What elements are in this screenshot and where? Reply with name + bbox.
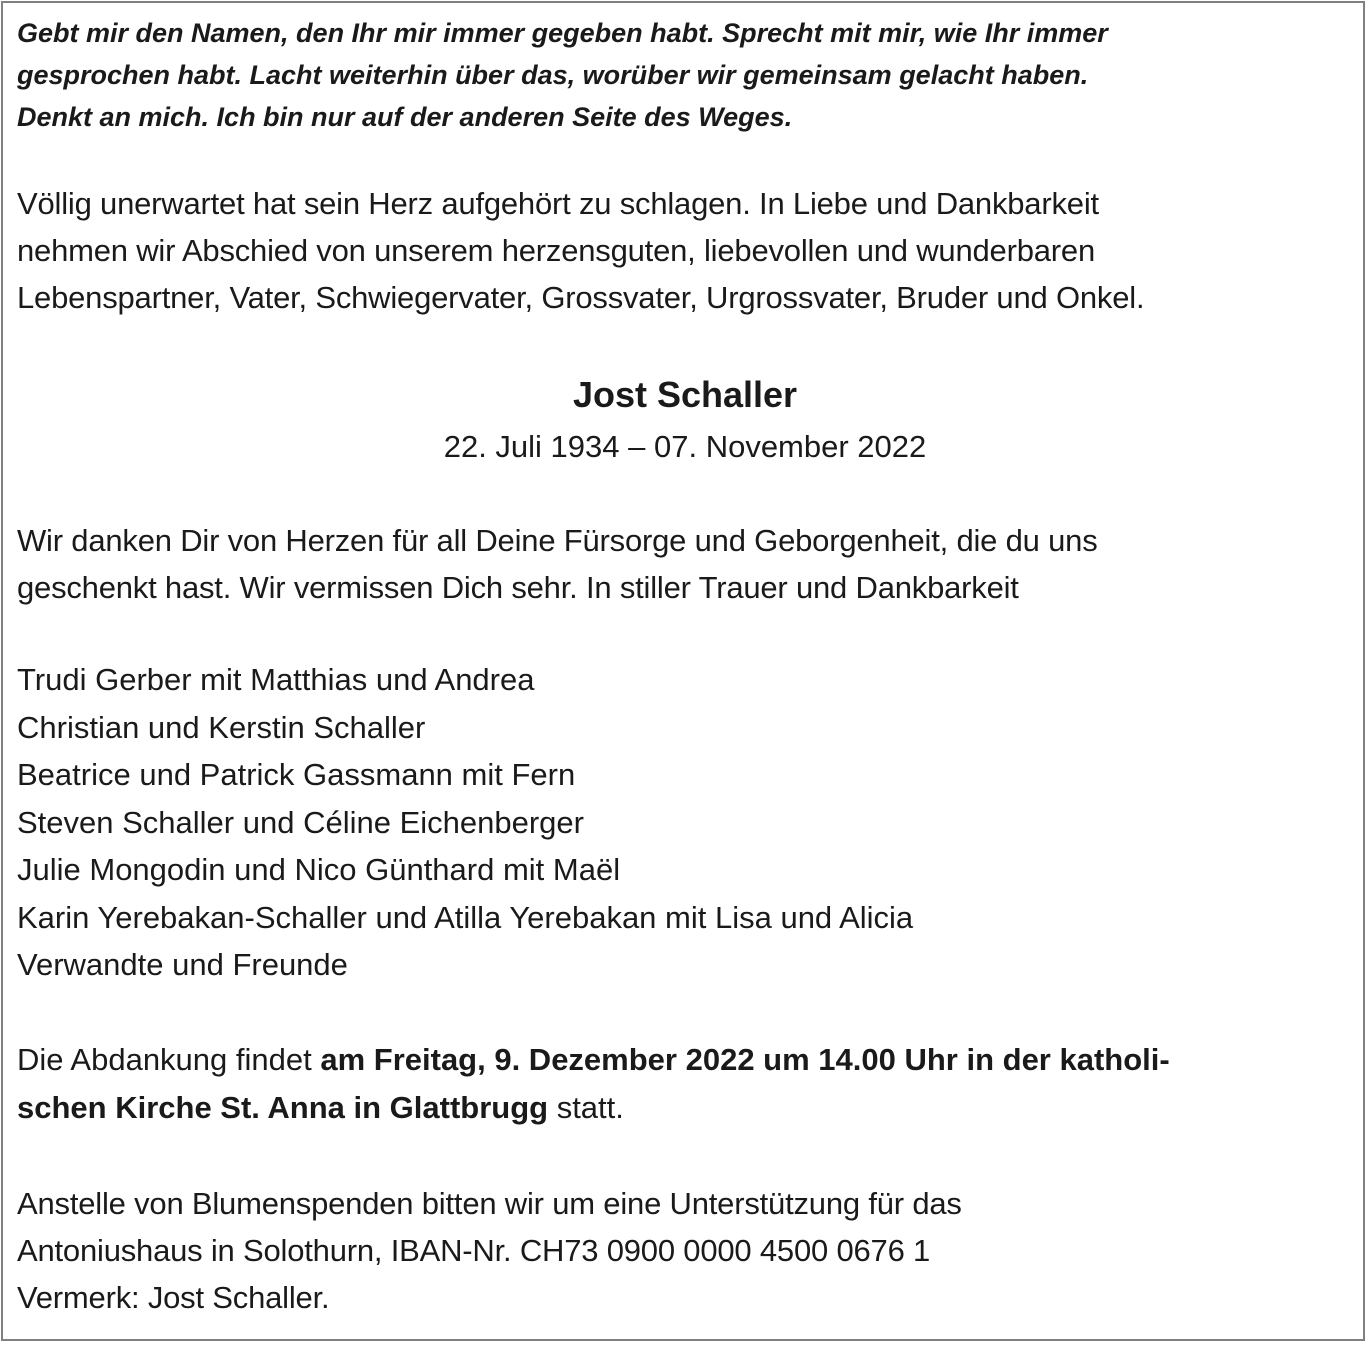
mourner-line: Christian und Kerstin Schaller xyxy=(17,709,426,745)
donation-line: Anstelle von Blumenspenden bitten wir um eine Unterstützung für das xyxy=(17,1185,962,1221)
memorial-quote xyxy=(17,12,1353,138)
donation-line: Antoniushaus in Solothurn, IBAN-Nr. CH73 0900 0000 4500 0676 1 xyxy=(17,1232,931,1268)
intro-line: nehmen wir Abschied von unserem herzensguten, liebevollen und wunderbaren xyxy=(17,233,1095,268)
service-line-2 xyxy=(17,1084,1353,1132)
intro-line: Lebenspartner, Vater, Schwiegervater, Grossvater, Urgrossvater, Bruder und Onkel. xyxy=(17,280,1145,315)
service-line-1 xyxy=(17,1036,1353,1084)
obituary-notice xyxy=(17,12,1353,1321)
donation-paragraph xyxy=(17,1180,1353,1321)
mourner-line: Verwandte und Freunde xyxy=(17,947,348,982)
mourners-list xyxy=(17,656,1353,989)
service-church: schen Kirche St. Anna in Glattbrugg xyxy=(17,1089,549,1125)
life-dates: 22. Juli 1934 – 07. November 2022 xyxy=(443,429,927,464)
service-date-location: am Freitag, 9. Dezember 2022 um 14.00 Uhr in der katholi- xyxy=(320,1041,1170,1077)
deceased-name: Jost Schaller xyxy=(572,374,798,415)
mourner-line: Trudi Gerber mit Matthias und Andrea xyxy=(17,662,535,697)
service-announcement xyxy=(17,1036,1353,1132)
donation-line: Vermerk: Jost Schaller. xyxy=(17,1279,330,1315)
thanks-paragraph xyxy=(17,517,1353,611)
mourner-line: Beatrice und Patrick Gassmann mit Fern xyxy=(17,757,576,792)
mourner-line: Karin Yerebakan-Schaller und Atilla Yerebakan mit Lisa und Alicia xyxy=(17,899,914,935)
quote-line: Denkt an mich. Ich bin nur auf der anderen Seite des Weges. xyxy=(17,102,793,132)
mourner-line: Steven Schaller und Céline Eichenberger xyxy=(17,804,584,840)
quote-line: gesprochen habt. Lacht weiterhin über das, worüber wir gemeinsam gelacht haben. xyxy=(17,60,1089,90)
service-text: Die Abdankung findet xyxy=(17,1041,321,1077)
mourner-line: Julie Mongodin und Nico Günthard mit Maël xyxy=(17,852,621,887)
intro-paragraph xyxy=(17,180,1353,321)
thanks-line: Wir danken Dir von Herzen für all Deine Fürsorge und Geborgenheit, die du uns xyxy=(17,523,1098,558)
thanks-line: geschenkt hast. Wir vermissen Dich sehr. In stiller Trauer und Dankbarkeit xyxy=(17,570,1019,605)
service-text: statt. xyxy=(548,1089,624,1125)
intro-line: Völlig unerwartet hat sein Herz aufgehört zu schlagen. In Liebe und Dankbarkeit xyxy=(17,186,1099,221)
quote-line: Gebt mir den Namen, den Ihr mir immer gegeben habt. Sprecht mit mir, wie Ihr immer xyxy=(17,18,1108,48)
